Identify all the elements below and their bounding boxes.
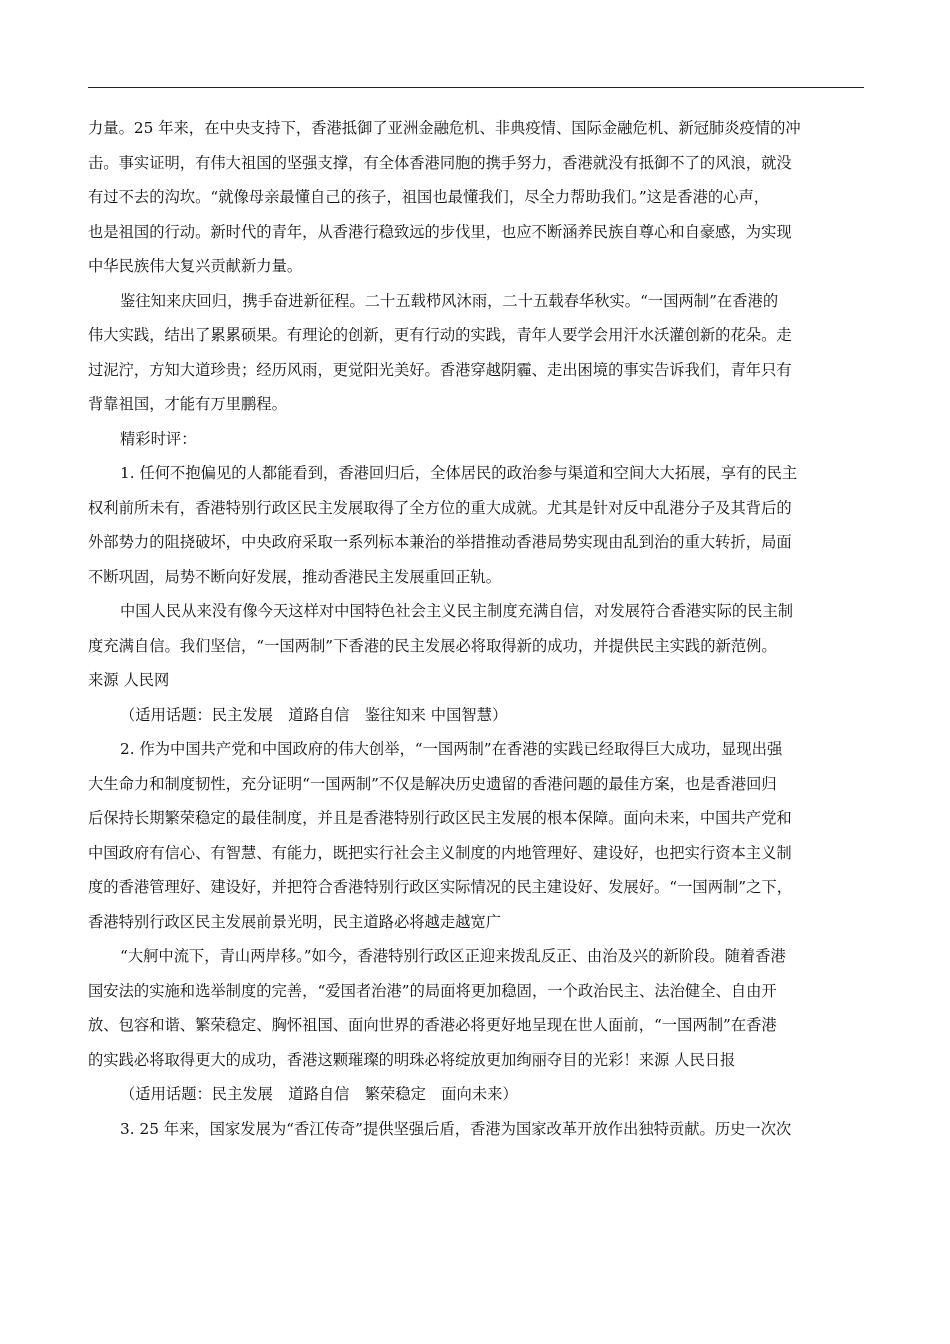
header-rule	[88, 87, 864, 88]
body-text	[88, 111, 866, 1146]
text-line: 3. 25 年来，国家发展为“香江传奇”提供坚强后盾，香港为国家改革开放作出独特贡献。历史一次次	[120, 1119, 792, 1138]
topic-line: （适用话题：民主发展 道路自信 繁荣稳定 面向未来）	[120, 1085, 518, 1103]
text-line: 也是祖国的行动。新时代的青年，从香港行稳致远的步伐里，也应不断涵养民族自尊心和自豪感，为实现	[88, 222, 792, 241]
text-line: 2. 作为中国共产党和中国政府的伟大创举，“一国两制”在香港的实践已经取得巨大成功，显现出强	[120, 740, 783, 758]
text-line: 香港特别行政区民主发展前景光明，民主道路必将越走越宽广	[88, 912, 502, 931]
text-line: 外部势力的阻挠破坏，中央政府采取一系列标本兼治的举措推动香港局势实现由乱到治的重大转折，局面	[88, 533, 792, 551]
text-line: 有过不去的沟坎。“就像母亲最懂自己的孩子，祖国也最懂我们，尽全力帮助我们。”这是香港的心声，	[88, 188, 770, 206]
text-line: 后保持长期繁荣稳定的最佳制度，并且是香港特别行政区民主发展的根本保障。面向未来，中国共产党和	[88, 809, 792, 827]
text-line: 背靠祖国，才能有万里鹏程。	[88, 395, 287, 413]
text-line: 过泥泞，方知大道珍贵；经历风雨，更觉阳光美好。香港穿越阴霾、走出困境的事实告诉我们，青年只有	[88, 360, 792, 379]
text-line: 中国人民从来没有像今天这样对中国特色社会主义民主制度充满自信，对发展符合香港实际的民主制	[120, 602, 794, 620]
text-line: 伟大实践，结出了累累硕果。有理论的创新，更有行动的实践，青年人要学会用汗水沃灌创新的花朵。走	[88, 326, 792, 344]
text-line: 国安法的实施和选举制度的完善，“爱国者治港”的局面将更加稳固，一个政治民主、法治健全、自由开	[88, 981, 777, 1000]
text-line: 不断巩固，局势不断向好发展，推动香港民主发展重回正轨。	[88, 567, 502, 586]
text-line: 度的香港管理好、建设好，并把符合香港特别行政区实际情况的民主建设好、发展好。“一国两制”之下，	[88, 878, 793, 896]
text-line: 放、包容和谐、繁荣稳定、胸怀祖国、面向世界的香港必将更好地呈现在世人面前，“一国两制”在香港	[88, 1016, 777, 1034]
text-line: 1. 任何不抱偏见的人都能看到，香港回归后，全体居民的政治参与渠道和空间大大拓展，享有的民主	[120, 464, 798, 482]
text-line: 权利前所未有，香港特别行政区民主发展取得了全方位的重大成就。尤其是针对反中乱港分子及其背后的	[88, 498, 792, 517]
text-line: 度充满自信。我们坚信，“一国两制”下香港的民主发展必将取得新的成功，并提供民主实践的新范例。	[88, 636, 777, 655]
topic-line: （适用话题：民主发展 道路自信 鉴往知来 中国智慧）	[120, 705, 508, 724]
section-heading: 精彩时评：	[120, 429, 197, 448]
text-line: 力量。25 年来，在中央支持下，香港抵御了亚洲金融危机、非典疫情、国际金融危机、新冠肺炎疫情的冲	[88, 119, 801, 137]
text-line: 中国政府有信心、有智慧、有能力，既把实行社会主义制度的内地管理好、建设好，也把实行资本主义制	[88, 843, 792, 862]
text-line: 大生命力和制度韧性，充分证明“一国两制”不仅是解决历史遗留的香港问题的最佳方案，也是香港回归	[88, 774, 777, 793]
text-line: “大舸中流下，青山两岸移。”如今，香港特别行政区正迎来拨乱反正、由治及兴的新阶段。随着香港	[120, 947, 786, 965]
text-line: 击。事实证明，有伟大祖国的坚强支撑，有全体香港同胞的携手努力，香港就没有抵御不了的风浪，就没	[88, 153, 792, 172]
text-line: 鉴往知来庆回归，携手奋进新征程。二十五载栉风沐雨，二十五载春华秋实。“一国两制”在香港的	[120, 291, 779, 310]
text-line: 中华民族伟大复兴贡献新力量。	[88, 257, 303, 275]
text-line: 的实践必将取得更大的成功，香港这颗璀璨的明珠必将绽放更加绚丽夺目的光彩！来源 人民日报	[88, 1050, 736, 1069]
text-block	[88, 111, 866, 1146]
source-line: 来源 人民网	[88, 671, 170, 689]
